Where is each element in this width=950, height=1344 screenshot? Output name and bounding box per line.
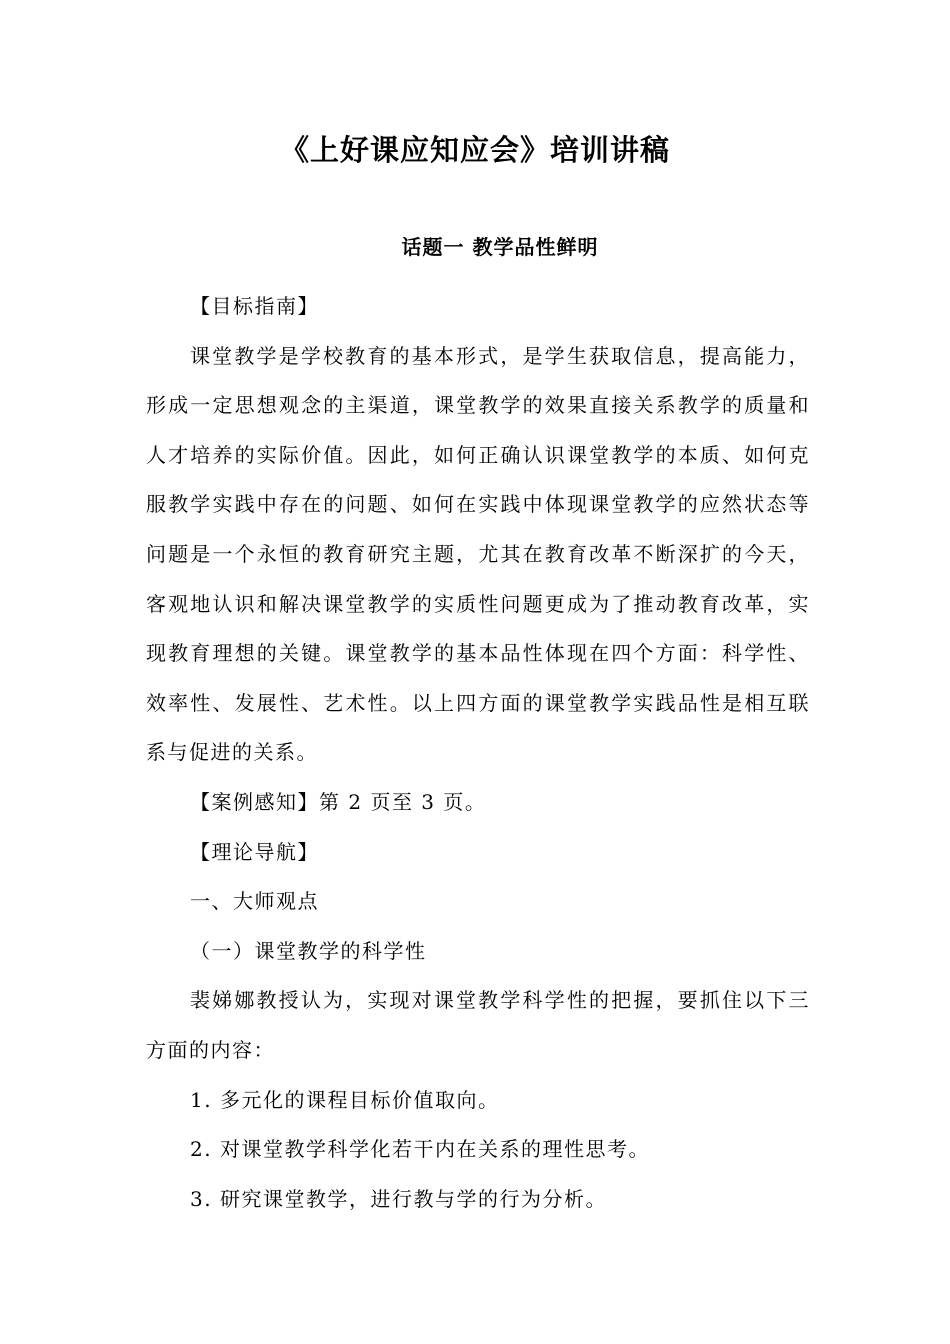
theory-heading: 【理论导航】	[190, 839, 319, 864]
document-title: 《上好课应知应会》培训讲稿	[279, 133, 670, 167]
case-line: 【案例感知】第 2 页至 3 页。	[190, 789, 487, 814]
pei-paragraph: 裴娣娜教授认为，实现对课堂教学科学性的把握，要抓住以下三方面的内容：	[146, 988, 810, 1062]
list-item: 1. 多元化的课程目标价值取向。	[190, 1087, 500, 1112]
section-heading-masters: 一、大师观点	[190, 889, 319, 914]
topic-heading: 话题一 教学品性鲜明	[401, 235, 599, 259]
goal-heading: 【目标指南】	[190, 294, 319, 318]
intro-paragraph: 课堂教学是学校教育的基本形式，是学生获取信息，提高能力，形成一定思想观念的主渠道，课堂教学的效果直接关系教学的质量和人才培养的实际价值。因此，如何正确认识课堂教学的本质、如何克服教学实践中存在的问题、如何在实践中体现课堂教学的应然状态等问题是一个永恒的教育研究主题，尤其在教育改革不断深扩的今天，客观地认识和解决课堂教学的实质性问题更成为了推动教育改革，实现教育理想的关键。课堂教学的基本品性体现在四个方面：科学性、效率性、发展性、艺术性。以上四方面的课堂教学实践品性是相互联系与促进的关系。	[146, 343, 810, 765]
document-body	[146, 282, 810, 1224]
list-item: 3. 研究课堂教学，进行教与学的行为分析。	[190, 1186, 607, 1211]
list-item: 2. 对课堂教学科学化若干内在关系的理性思考。	[190, 1137, 650, 1162]
subsection-heading-science: （一）课堂教学的科学性	[190, 938, 427, 963]
